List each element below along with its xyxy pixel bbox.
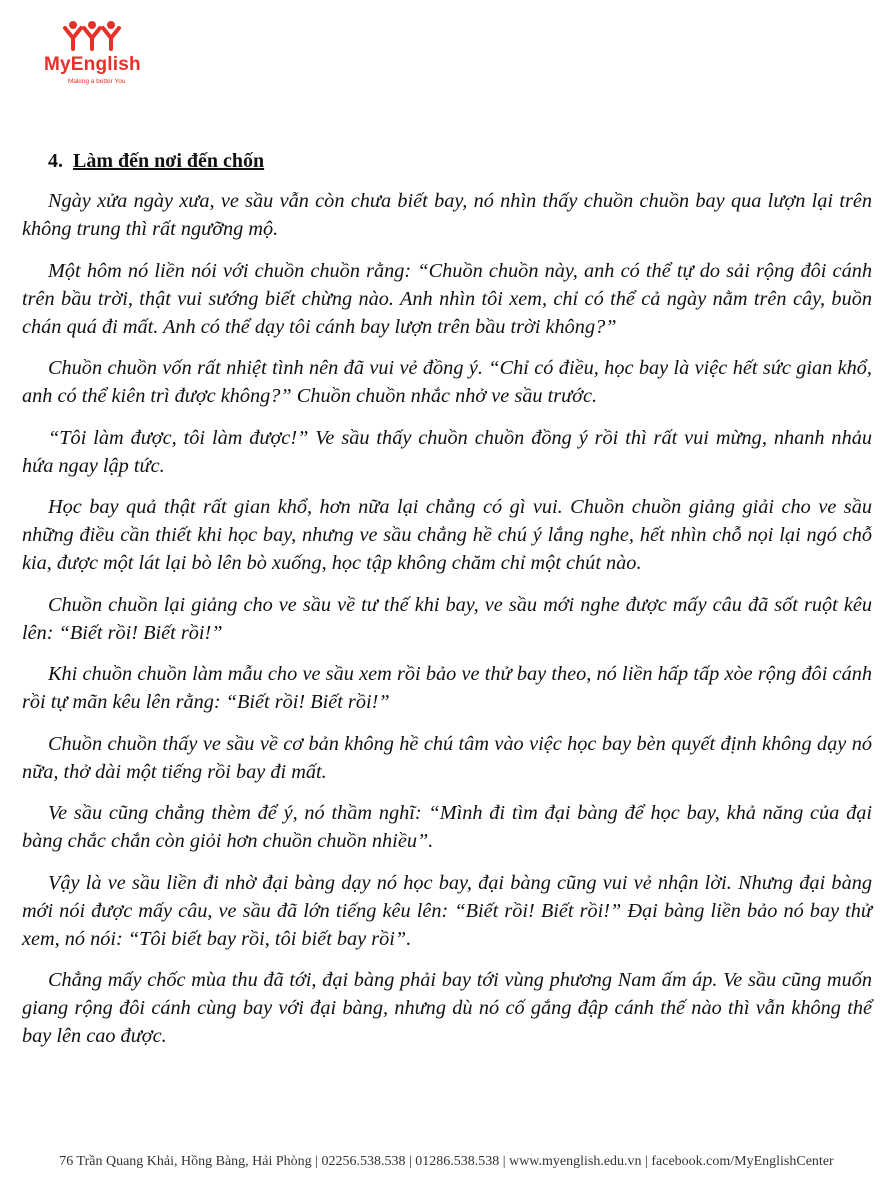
story-paragraph: Khi chuồn chuồn làm mẫu cho ve sầu xem rồi bảo ve thử bay theo, nó liền hấp tấp xòe rộng đôi cánh rồi tự mãn kêu lên rằng: “Biết rồi! Biết rồi!”: [22, 663, 872, 713]
page-footer: 76 Trần Quang Khải, Hồng Bàng, Hải Phòng | 02256.538.538 | 01286.538.538 | www.myenglish.edu.vn | facebook.com/MyEnglishCenter: [59, 1154, 834, 1169]
story-paragraph: Chuồn chuồn lại giảng cho ve sầu về tư thế khi bay, ve sầu mới nghe được mấy câu đã sốt ruột kêu lên: “Biết rồi! Biết rồi!”: [22, 593, 872, 644]
story-paragraph: Vậy là ve sầu liền đi nhờ đại bàng dạy nó học bay, đại bàng cũng vui vẻ nhận lời. Nhưng đại bàng mới nói được mấy câu, ve sầu đã lớn tiếng kêu lên: “Biết rồi! Biết rồi!” Đại bàng liền bảo nó bay thử xem, nó nói: “Tôi biết bay rồi, tôi biết bay rồi”.: [22, 871, 872, 950]
section-number: 4.: [48, 150, 63, 172]
brand-name: MyEnglish: [44, 54, 141, 75]
story-paragraph: Ve sầu cũng chẳng thèm để ý, nó thầm nghĩ: “Mình đi tìm đại bàng để học bay, khả năng của đại bàng chắc chắn còn giỏi hơn chuồn chuồn nhiều”.: [22, 802, 872, 852]
document-body: [22, 150, 872, 1064]
story-paragraph: Chuồn chuồn vốn rất nhiệt tình nên đã vui vẻ đồng ý. “Chỉ có điều, học bay là việc hết sức gian khổ, anh có thể kiên trì được không?” Chuồn chuồn nhắc nhở ve sầu trước.: [22, 357, 872, 407]
story-paragraph: Chẳng mấy chốc mùa thu đã tới, đại bàng phải bay tới vùng phương Nam ấm áp. Ve sầu cũng muốn giang rộng đôi cánh cùng bay với đại bàng, nhưng dù nó cố gắng đập cánh thế nào thì vẫn không thể bay lên cao được.: [22, 969, 872, 1047]
people-logo-icon: [62, 20, 126, 52]
story-paragraph: Một hôm nó liền nói với chuồn chuồn rằng: “Chuồn chuồn này, anh có thể tự do sải rộng đôi cánh trên bầu trời, thật vui sướng biết chừng nào. Anh nhìn tôi xem, chỉ có thể cả ngày nằm trên cây, buồn chán quá đi mất. Anh có thể dạy tôi cánh bay lượn trên bầu trời không?”: [22, 259, 872, 338]
brand-tagline: Making a better You: [68, 78, 126, 85]
story-paragraph: Ngày xửa ngày xưa, ve sầu vẫn còn chưa biết bay, nó nhìn thấy chuồn chuồn bay qua lượn lại trên không trung thì rất ngưỡng mộ.: [22, 190, 872, 240]
story-paragraph: “Tôi làm được, tôi làm được!” Ve sầu thấy chuồn chuồn đồng ý rồi thì rất vui mừng, nhanh nhảu hứa ngay lập tức.: [22, 426, 872, 477]
section-title: Làm đến nơi đến chốn: [73, 150, 265, 172]
section-heading: [48, 150, 872, 173]
brand-logo: [40, 20, 180, 95]
story-paragraph: Chuồn chuồn thấy ve sầu về cơ bản không hề chú tâm vào việc học bay bèn quyết định không dạy nó nữa, thở dài một tiếng rồi bay đi mất.: [22, 732, 872, 783]
story-paragraph: Học bay quả thật rất gian khổ, hơn nữa lại chẳng có gì vui. Chuồn chuồn giảng giải cho ve sầu những điều cần thiết khi học bay, nhưng ve sầu chẳng hề chú ý lắng nghe, hết nhìn chỗ nọi lại ngó chỗ kia, được một lát lại bò lên bò xuống, học tập không chăm chỉ một chút nào.: [22, 496, 872, 574]
